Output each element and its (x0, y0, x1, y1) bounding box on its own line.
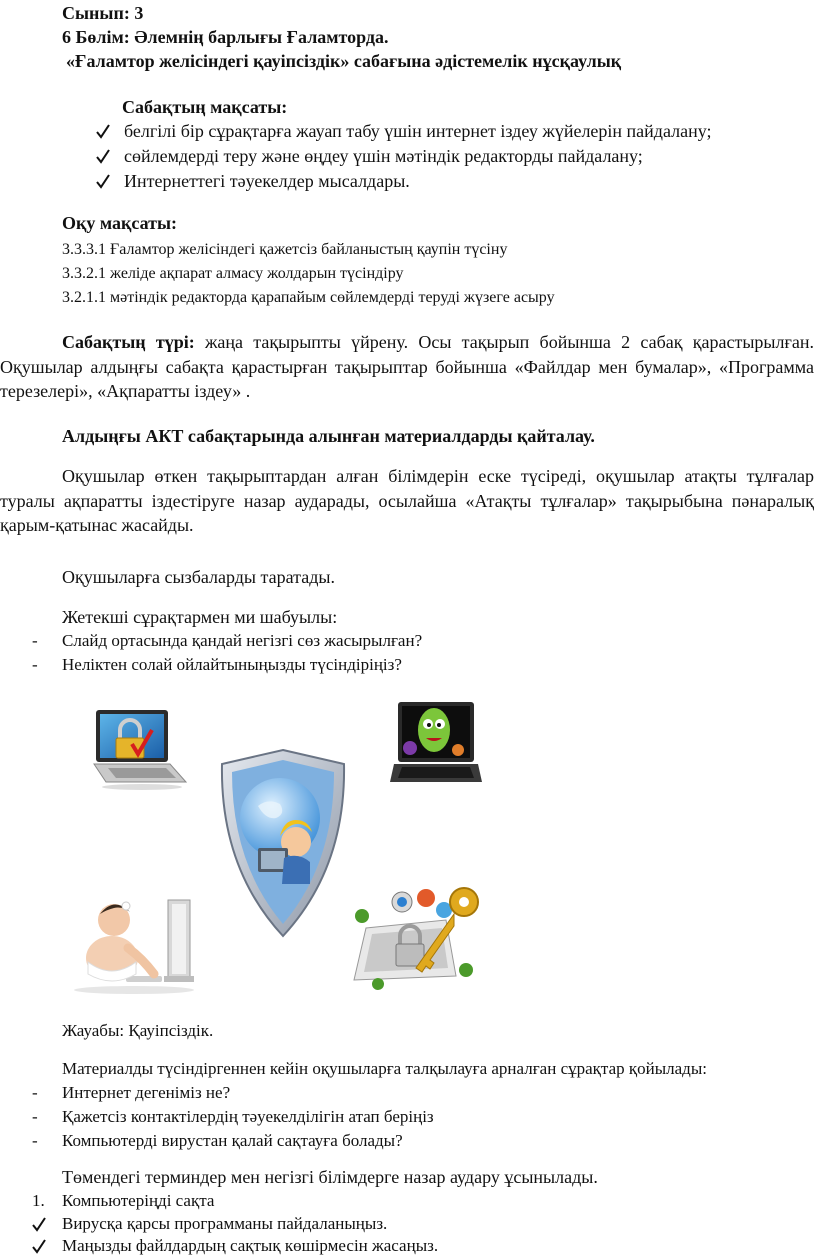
lesson-goal-item: сөйлемдерді теру және өңдеу үшін мәтіндік редакторды пайдалану; (124, 146, 643, 166)
terms-check-item: Маңызды файлдардың сақтық көшірмесін жасаңыз. (62, 1236, 439, 1255)
checkmark-icon (32, 1238, 46, 1254)
brainstorm-question: Слайд ортасында қандай негізгі сөз жасырылған? (62, 631, 423, 650)
answer-value: Қауіпсіздік. (128, 1021, 214, 1040)
guide-title: «Ғаламтор желісіндегі қауіпсіздік» сабағына әдістемелік нұсқаулық (66, 51, 622, 71)
brainstorm-intro: Жетекші сұрақтармен ми шабуылы: (62, 607, 338, 627)
dash-marker: - (32, 631, 38, 650)
learning-goal-item: 3.3.2.1 желіде ақпарат алмасу жолдарын түсіндіру (62, 265, 404, 282)
review-heading: Алдыңғы АКТ сабақтарында алынған материалдарды қайталау. (62, 426, 595, 446)
handout-line: Оқушыларға сызбаларды таратады. (62, 567, 335, 587)
terms-numbered-item: Компьютеріңді сақта (62, 1191, 215, 1210)
number-marker: 1. (32, 1191, 45, 1210)
laptop-padlock-picture (92, 708, 188, 790)
discussion-question: Қажетсіз контактілердің тәуекелділігін атап беріңіз (62, 1107, 434, 1126)
terms-intro: Төмендегі терминдер мен негізгі білімдерге назар аудару ұсынылады. (62, 1167, 598, 1187)
dash-marker: - (32, 655, 38, 674)
section-title: 6 Бөлім: Әлемнің барлығы Ғаламторда. (62, 27, 389, 47)
lesson-goal-item: белгілі бір сұрақтарға жауап табу үшін интернет іздеу жүйелерін пайдалану; (124, 121, 712, 141)
baby-computer-picture (70, 892, 200, 994)
learning-goal-item: 3.3.3.1 Ғаламтор желісіндегі қажетсіз байланыстың қаупін түсіну (62, 241, 508, 258)
checkmark-icon (96, 173, 110, 189)
lesson-type-paragraph (0, 330, 814, 404)
grade-line: Сынып: 3 (62, 3, 144, 23)
answer-line (62, 1020, 213, 1042)
review-paragraph: Оқушылар өткен тақырыптардан алған білімдерін еске түсіреді, оқушылар атақты тұлғалар туралы ақпаратты іздестіруге назар аударады, осылайша «Атақты тұлғалар» тақырыбына пәнаралық қарым-қатынас жасайды. (0, 466, 814, 535)
lesson-goal-item: Интернеттегі тәуекелдер мысалдары. (124, 171, 410, 191)
dash-marker: - (32, 1131, 38, 1150)
discussion-question: Компьютерді вирустан қалай сақтауға болады? (62, 1131, 403, 1150)
learning-goals-heading: Оқу мақсаты: (62, 213, 178, 233)
lesson-goals-heading: Сабақтың мақсаты: (122, 97, 288, 117)
lesson-type-label: Сабақтың түрі: (62, 332, 195, 352)
terms-check-item: Вирусқа қарсы программаны пайдаланыңыз. (62, 1214, 388, 1233)
dash-marker: - (32, 1107, 38, 1126)
laptop-virus-picture (388, 700, 484, 792)
checkmark-icon (96, 123, 110, 139)
brainstorm-question: Неліктен солай ойлайтыныңызды түсіндіріңіз? (62, 655, 402, 674)
checkmark-icon (96, 148, 110, 164)
lesson-type-text: жаңа тақырыпты үйрену. Осы тақырып бойынша 2 сабақ қарастырылған. Оқушылар алдыңғы сабақта қарастырған тақырыптар бойынша «Файлдар мен бумалар», «Программа терезелері», «Ақпаратты іздеу» . (0, 332, 814, 401)
learning-goal-item: 3.2.1.1 мәтіндік редакторда қарапайым сөйлемдерді теруді жүзеге асыру (62, 289, 555, 306)
checkmark-icon (32, 1216, 46, 1232)
discussion-intro: Материалды түсіндіргеннен кейін оқушыларға талқылауға арналған сұрақтар қойылады: (62, 1059, 707, 1078)
security-shield-picture (218, 748, 348, 938)
key-padlock-picture (346, 880, 492, 992)
discussion-question: Интернет дегеніміз не? (62, 1083, 231, 1102)
answer-label: Жауабы: (62, 1021, 129, 1040)
dash-marker: - (32, 1083, 38, 1102)
